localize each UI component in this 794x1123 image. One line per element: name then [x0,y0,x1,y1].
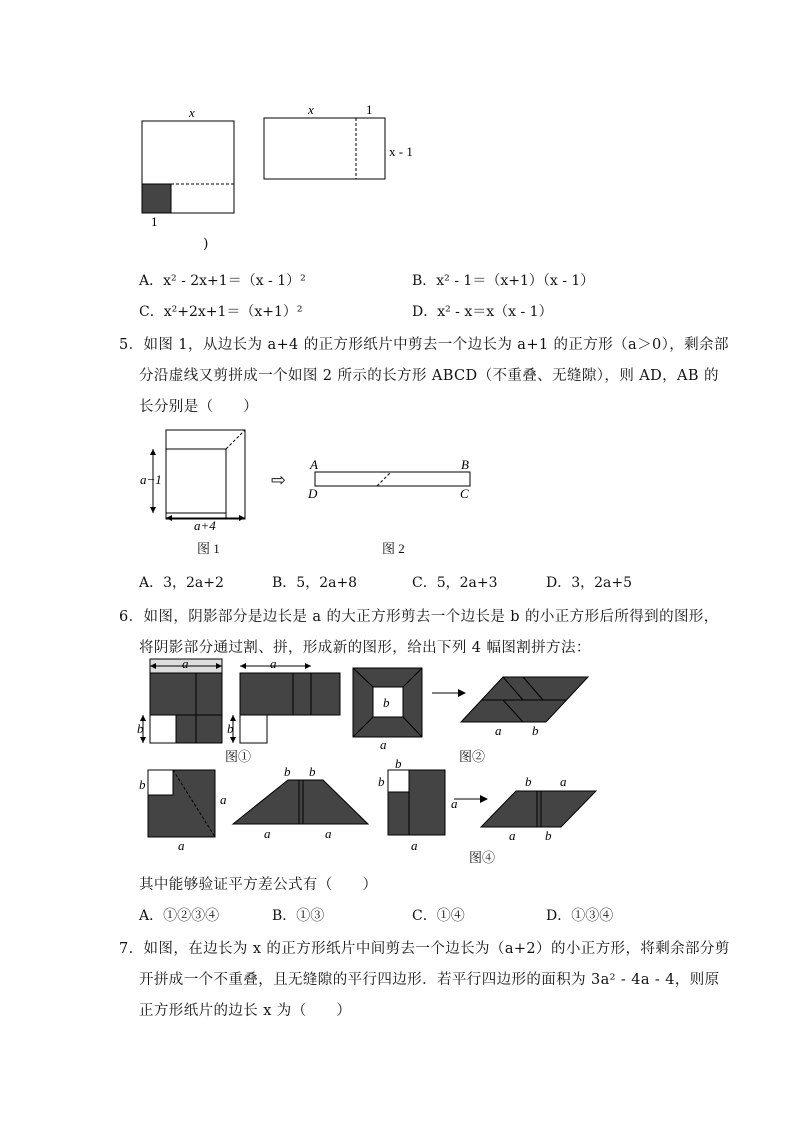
q6-f3-label-a-bottom: a [178,838,185,853]
q6-f4-label-a-right: a [451,796,458,811]
q5-fig1-side-label: a−1 [140,472,162,487]
q6-option-a[interactable]: A．①②③④ [139,908,220,924]
q4-label-1: 1 [151,214,158,229]
q6-figure-3-trapezoid [228,762,373,842]
q4-figure-rectangle [262,100,422,190]
q6-line-3: 其中能够验证平方差公式有（ ） [139,877,378,893]
q4-option-c[interactable]: C．x²+2x+1＝（x+1）² [139,304,303,320]
q7-line-2: 开拼成一个不重叠，且无缝隙的平行四边形．若平行四边形的面积为 3a² - 4a - 4，则原 [139,972,720,988]
q7-line-3: 正方形纸片的边长 x 为（ ） [139,1003,352,1019]
q5-option-d[interactable]: D．3，2a+5 [546,575,633,591]
q6-figure-4-square [376,756,461,857]
q5-fig2-c: C [460,486,469,501]
q4-figure-square [140,104,240,234]
q6-f3t-label-b1: b [284,764,291,779]
q5-fig2-d: D [308,486,318,501]
q5-line-1: 5．如图 1，从边长为 a+4 的正方形纸片中剪去一个边长为 a+1 的正方形（a＞0），剩余部 [119,337,729,353]
q5-option-c[interactable]: C．5，2a+3 [412,575,498,591]
q5-figure-1 [138,424,258,534]
q6-f4-label-b1: b [395,756,402,771]
q6-f4-label-a-bottom: a [411,838,418,853]
q6-figure-2-square [350,665,430,755]
q5-fig2-a: A [310,457,318,472]
q4-label-1b: 1 [366,102,373,117]
q6-figure-2-parallelogram [458,672,593,742]
q4-label-x: x [189,105,195,120]
q6-line-2: 将阴影部分通过割、拼，形成新的图形，给出下列 4 幅图割拼方法： [139,640,591,656]
q6-option-d[interactable]: D．①③④ [546,908,614,924]
q6-figure-3-square [136,762,236,857]
q6-figure-4-parallelogram [478,772,603,842]
q6-f3-label-b: b [139,777,146,792]
q6-caption-4: 图④ [469,850,496,865]
q6-f2p-label-a: a [495,723,502,738]
q5-line-2: 分沿虚线又剪拼成一个如图 2 所示的长方形 ABCD（不重叠、无缝隙），则 AD，AB 的 [139,368,719,384]
q4-close-paren: ) [203,236,209,252]
q6-option-c[interactable]: C．①④ [412,908,465,924]
q6-f4p-label-a-top: a [560,774,567,789]
q6-caption-1: 图① [225,749,252,764]
q4-label-x2: x [308,102,314,117]
q5-figure-2 [305,456,485,506]
q6-figure-1b [228,655,343,750]
q6-line-1: 6．如图，阴影部分是边长是 a 的大正方形剪去一个边长是 b 的小正方形后所得到的图形， [119,609,719,625]
q5-fig1-caption: 图 1 [197,541,220,556]
q6-f1b-label-a: a [270,656,277,671]
q6-caption-2: 图② [459,749,486,764]
q6-f2-label-a: a [380,737,387,752]
q6-f4p-label-b-bottom: b [545,828,552,843]
q6-f3t-label-a1: a [264,826,271,841]
q6-f4-label-b2: b [378,774,385,789]
q4-option-a[interactable]: A．x² - 2x+1＝（x - 1）² [139,273,306,289]
q6-f3-label-a-right: a [220,792,227,807]
q6-f1a-label-b: b [137,721,144,736]
q5-arrow-icon: ⇨ [271,470,287,491]
q6-f1a-label-a: a [182,656,189,671]
q6-figure-1a [138,655,228,750]
q6-f3t-label-a2: a [325,826,332,841]
q5-option-b[interactable]: B．5，2a+8 [272,575,358,591]
q4-option-d[interactable]: D．x² - x＝x（x - 1） [412,304,553,320]
q4-option-b[interactable]: B．x² - 1＝（x+1）（x - 1） [412,273,595,289]
q5-line-3: 长分别是（ ） [139,399,259,415]
q6-f2p-label-b: b [532,723,539,738]
q7-line-1: 7．如图，在边长为 x 的正方形纸片中间剪去一个边长为（a+2）的小正方形，将剩余部分剪 [119,941,730,957]
q6-f2-label-b: b [383,695,390,710]
q5-fig2-caption: 图 2 [382,541,405,556]
q6-f4p-label-b-top: b [525,774,532,789]
q6-option-b[interactable]: B．①③ [272,908,325,924]
q5-option-a[interactable]: A．3，2a+2 [139,575,224,591]
q4-label-xminus1: x - 1 [389,144,413,159]
q6-f1b-label-b: b [227,721,234,736]
q6-f4p-label-a-bottom: a [509,828,516,843]
q6-f3t-label-b2: b [309,764,316,779]
q5-fig1-bottom-label: a+4 [194,518,216,533]
q5-fig2-b: B [461,457,469,472]
